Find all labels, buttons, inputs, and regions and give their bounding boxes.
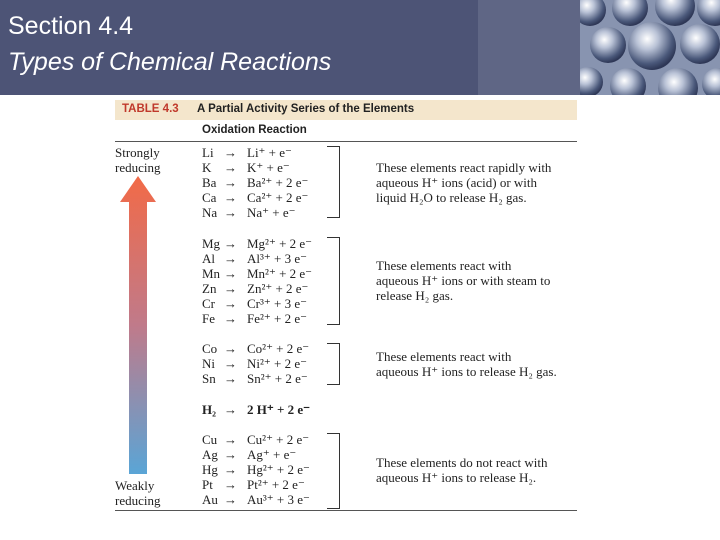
group-description-line: aqueous H⁺ ions or with steam to <box>376 273 551 288</box>
strongly-reducing-label-line: Strongly <box>115 145 160 160</box>
oxidation-products: Na⁺ + e⁻ <box>247 205 296 220</box>
element-symbol: Mg <box>202 236 221 251</box>
oxidation-products: Mg²⁺ + 2 e⁻ <box>247 236 313 251</box>
group-description-line: These elements react with <box>376 258 512 273</box>
element-symbol: Hg <box>202 462 218 477</box>
oxidation-products: Zn²⁺ + 2 e⁻ <box>247 281 309 296</box>
oxidation-products: Al³⁺ + 3 e⁻ <box>247 251 307 266</box>
element-symbol: Zn <box>202 281 217 296</box>
reaction-arrow: → <box>224 266 237 281</box>
element-symbol: Sn <box>202 371 216 386</box>
group-description-line: These elements do not react with <box>376 455 548 470</box>
table-bottom-rule <box>115 510 577 511</box>
reaction-arrow: → <box>224 432 237 447</box>
table-title-row <box>115 100 577 120</box>
element-symbol: Mn <box>202 266 221 281</box>
group-bracket <box>327 433 340 509</box>
reaction-arrow: → <box>224 296 237 311</box>
group-description-line: These elements react rapidly with <box>376 160 552 175</box>
weakly-reducing-label-line: Weakly <box>115 478 155 493</box>
element-symbol: Li <box>202 145 214 160</box>
oxidation-products: Ba²⁺ + 2 e⁻ <box>247 175 309 190</box>
reaction-arrow: → <box>224 356 237 371</box>
group-description-line: aqueous H⁺ ions to release H₂. <box>376 470 537 485</box>
element-symbol: H₂ <box>202 402 217 417</box>
table-header-rule <box>115 141 577 142</box>
group-description <box>376 455 576 485</box>
weakly-reducing-label <box>115 478 160 508</box>
element-symbol: Na <box>202 205 218 220</box>
oxidation-products: Ni²⁺ + 2 e⁻ <box>247 356 307 371</box>
reaction-arrow: → <box>224 281 237 296</box>
element-symbol: Pt <box>202 477 213 492</box>
reaction-arrow: → <box>224 447 237 462</box>
oxidation-products: 2 H⁺ + 2 e⁻ <box>247 402 311 417</box>
decorative-spheres-image <box>580 0 720 95</box>
reaction-arrow: → <box>224 341 237 356</box>
reaction-arrow: → <box>224 311 237 326</box>
group-description <box>376 160 576 205</box>
element-symbol: Cu <box>202 432 218 447</box>
oxidation-products: Sn²⁺ + 2 e⁻ <box>247 371 308 386</box>
oxidation-products: Fe²⁺ + 2 e⁻ <box>247 311 307 326</box>
reaction-arrow: → <box>224 160 237 175</box>
group-bracket <box>327 343 340 385</box>
section-title: Section 4.4 <box>8 12 134 40</box>
reducing-strength-arrow <box>118 176 158 476</box>
column-header: Oxidation Reaction <box>202 124 307 136</box>
oxidation-products: Hg²⁺ + 2 e⁻ <box>247 462 310 477</box>
strongly-reducing-label-line: reducing <box>115 160 161 175</box>
oxidation-products: K⁺ + e⁻ <box>247 160 290 175</box>
title-bar <box>0 0 478 95</box>
table-number: TABLE 4.3 <box>122 103 179 115</box>
strongly-reducing-label <box>115 145 160 175</box>
element-symbol: Co <box>202 341 218 356</box>
oxidation-products: Cr³⁺ + 3 e⁻ <box>247 296 307 311</box>
section-subtitle: Types of Chemical Reactions <box>8 48 332 76</box>
reaction-arrow: → <box>224 492 237 507</box>
reaction-arrow: → <box>224 477 237 492</box>
oxidation-products: Ag⁺ + e⁻ <box>247 447 297 462</box>
group-description <box>376 258 576 303</box>
element-symbol: Al <box>202 251 215 266</box>
element-symbol: K <box>202 160 212 175</box>
element-symbol: Ni <box>202 356 215 371</box>
reaction-arrow: → <box>224 190 237 205</box>
reaction-arrow: → <box>224 371 237 386</box>
element-symbol: Cr <box>202 296 215 311</box>
oxidation-products: Mn²⁺ + 2 e⁻ <box>247 266 313 281</box>
reaction-arrow: → <box>224 251 237 266</box>
element-symbol: Ba <box>202 175 217 190</box>
oxidation-products: Pt²⁺ + 2 e⁻ <box>247 477 305 492</box>
group-description-line: These elements react with <box>376 349 512 364</box>
oxidation-products: Li⁺ + e⁻ <box>247 145 292 160</box>
reaction-arrow: → <box>224 236 237 251</box>
element-symbol: Au <box>202 492 218 507</box>
group-description-line: release H₂ gas. <box>376 288 454 303</box>
table-title: A Partial Activity Series of the Elements <box>197 103 415 115</box>
reaction-arrow: → <box>224 145 237 160</box>
group-description-line: liquid H₂O to release H₂ gas. <box>376 190 527 205</box>
group-bracket <box>327 146 340 218</box>
group-description <box>376 349 576 379</box>
reaction-arrow: → <box>224 205 237 220</box>
reaction-arrow: → <box>224 402 237 417</box>
oxidation-products: Co²⁺ + 2 e⁻ <box>247 341 310 356</box>
reaction-arrow: → <box>224 462 237 477</box>
element-symbol: Fe <box>202 311 215 326</box>
group-description-line: aqueous H⁺ ions (acid) or with <box>376 175 538 190</box>
oxidation-products: Ca²⁺ + 2 e⁻ <box>247 190 309 205</box>
oxidation-products: Au³⁺ + 3 e⁻ <box>247 492 310 507</box>
oxidation-products: Cu²⁺ + 2 e⁻ <box>247 432 310 447</box>
reaction-arrow: → <box>224 175 237 190</box>
weakly-reducing-label-line: reducing <box>115 493 161 508</box>
group-bracket <box>327 237 340 325</box>
element-symbol: Ca <box>202 190 217 205</box>
element-symbol: Ag <box>202 447 218 462</box>
group-description-line: aqueous H⁺ ions to release H₂ gas. <box>376 364 557 379</box>
